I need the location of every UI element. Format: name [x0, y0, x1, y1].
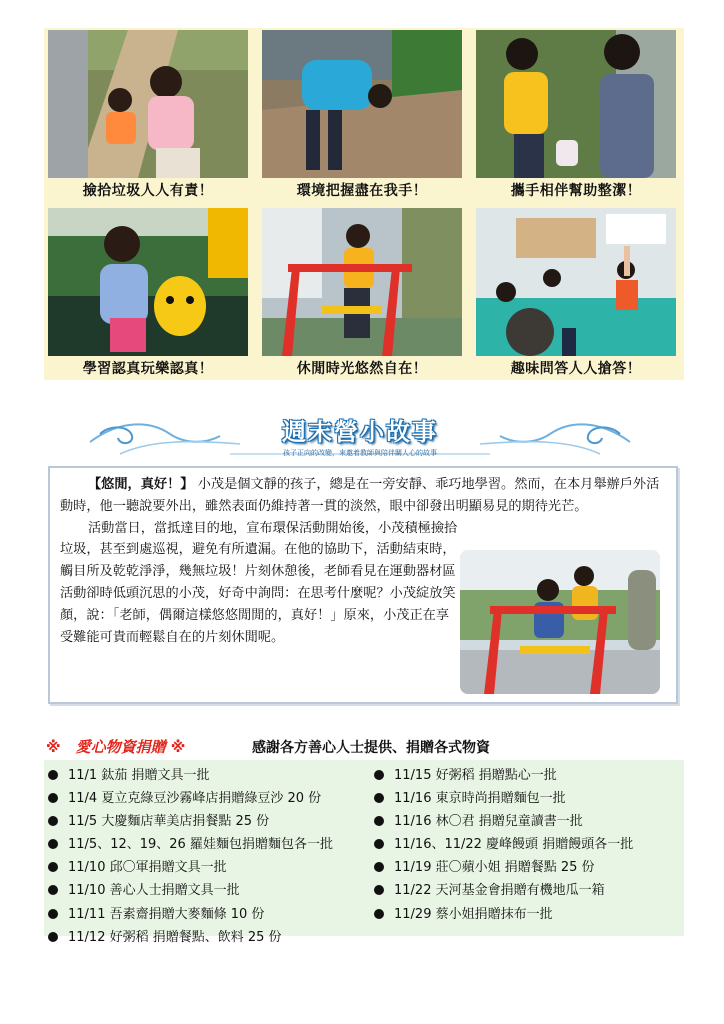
- bullet-icon: [48, 909, 58, 919]
- photo-caption: 環境把握盡在我手！: [296, 183, 428, 199]
- activity-photo-grid: [44, 28, 684, 380]
- donation-item: 11/22 天河基金會捐贈有機地瓜一箱: [372, 879, 633, 902]
- photo-classroom-quiz: [476, 208, 676, 356]
- donation-item: 11/19 莊〇蘋小姐 捐贈餐點 25 份: [372, 856, 633, 879]
- banner-subtitle: 孩子正向的改變，來邀着教師與陪伴關人心的故事: [283, 449, 437, 457]
- donation-list-right: [372, 764, 633, 926]
- donation-item: 11/5、12、19、26 羅娃麵包捐贈麵包各一批: [46, 833, 333, 856]
- donation-item: 11/16 東京時尚捐贈麵包一批: [372, 787, 633, 810]
- donation-item: 11/29 蔡小姐捐贈抹布一批: [372, 903, 633, 926]
- donation-list-left: [46, 764, 333, 949]
- photo-caption: 休閒時光悠然自在！: [296, 361, 428, 377]
- donation-title: ※ 愛心物資捐贈 ※: [46, 738, 186, 756]
- donation-item: 11/16、11/22 慶峰饅頭 捐贈饅頭各一批: [372, 833, 633, 856]
- donation-item: 11/11 吾素齋捐贈大麥麵條 10 份: [46, 903, 333, 926]
- story-banner: [80, 410, 640, 468]
- donation-item: 11/10 邱〇軍捐贈文具一批: [46, 856, 333, 879]
- donation-item: 11/1 鈦茄 捐贈文具一批: [46, 764, 333, 787]
- donation-thanks: 感謝各方善心人士提供、捐贈各式物資: [252, 740, 490, 756]
- photo-card-6: [476, 206, 676, 382]
- story-heading: 【悠閒，真好！】: [88, 477, 194, 492]
- photo-card-3: [476, 28, 676, 204]
- bullet-icon: [374, 770, 384, 780]
- bullet-icon: [48, 862, 58, 872]
- bullet-icon: [374, 816, 384, 826]
- photo-caption: 攜手相伴幫助整潔！: [510, 183, 642, 199]
- bullet-icon: [48, 885, 58, 895]
- story-photo-equipment: [460, 550, 660, 694]
- photo-caption: 趣味問答人人搶答！: [510, 361, 642, 377]
- photo-card-1: [48, 28, 248, 204]
- donation-item: 11/16 林〇君 捐贈兒童讀書一批: [372, 810, 633, 833]
- bullet-icon: [48, 816, 58, 826]
- story-paragraph-2: 活動當日，當抵達目的地，宣布環保活動開始後，小茂積極撿拾垃圾，甚至到處巡視，避免有所遺漏。在他的協助下，活動結束時，觸目所及乾乾淨淨，幾無垃圾！片刻休憩後，老師看見在運動器材區活動卻時低頭沉思的小茂，好奇中詢問：在思考什麼呢？小茂綻放笑顏，說：「老師，偶爾這樣悠悠閒閒的，真好！」原來，小茂正在享受難能可貴而輕鬆自在的片刻休閒呢。: [60, 520, 458, 645]
- photo-cleaning-ground: [262, 30, 462, 178]
- photo-card-2: [262, 28, 462, 204]
- bullet-icon: [48, 770, 58, 780]
- donation-item: 11/12 好粥稻 捐贈餐點、飲料 25 份: [46, 926, 333, 949]
- donation-list-area: [44, 760, 684, 945]
- bullet-icon: [374, 909, 384, 919]
- donation-item: 11/5 大慶麵店華美店捐餐點 25 份: [46, 810, 333, 833]
- donation-item: 11/15 好粥稻 捐贈點心一批: [372, 764, 633, 787]
- donation-item: 11/4 夏立克綠豆沙霧峰店捐贈綠豆沙 20 份: [46, 787, 333, 810]
- photo-exercise-equipment: [262, 208, 462, 356]
- photo-playground-ride: [48, 208, 248, 356]
- photo-caption: 學習認真玩樂認真！: [82, 361, 214, 377]
- bullet-icon: [48, 839, 58, 849]
- story-box: [48, 466, 678, 704]
- bullet-icon: [374, 839, 384, 849]
- photo-helping-each-other: [476, 30, 676, 178]
- photo-caption: 撿拾垃圾人人有責！: [82, 183, 214, 199]
- photo-picking-trash: [48, 30, 248, 178]
- photo-card-5: [262, 206, 462, 382]
- bullet-icon: [48, 932, 58, 942]
- bullet-icon: [48, 793, 58, 803]
- bullet-icon: [374, 885, 384, 895]
- story-paragraph-1: 小茂是個文靜的孩子，總是在一旁安靜、乖巧地學習。然而，在本月舉辦戶外活動時，他一聽說要外出，雖然表面仍維持著一貫的淡然，眼中卻發出明顯易見的期待光芒。: [60, 477, 660, 514]
- banner-title: 週末營小故事: [282, 418, 438, 446]
- donation-header: [46, 736, 686, 756]
- bullet-icon: [374, 793, 384, 803]
- photo-card-4: [48, 206, 248, 382]
- donation-item: 11/10 善心人士捐贈文具一批: [46, 879, 333, 902]
- bullet-icon: [374, 862, 384, 872]
